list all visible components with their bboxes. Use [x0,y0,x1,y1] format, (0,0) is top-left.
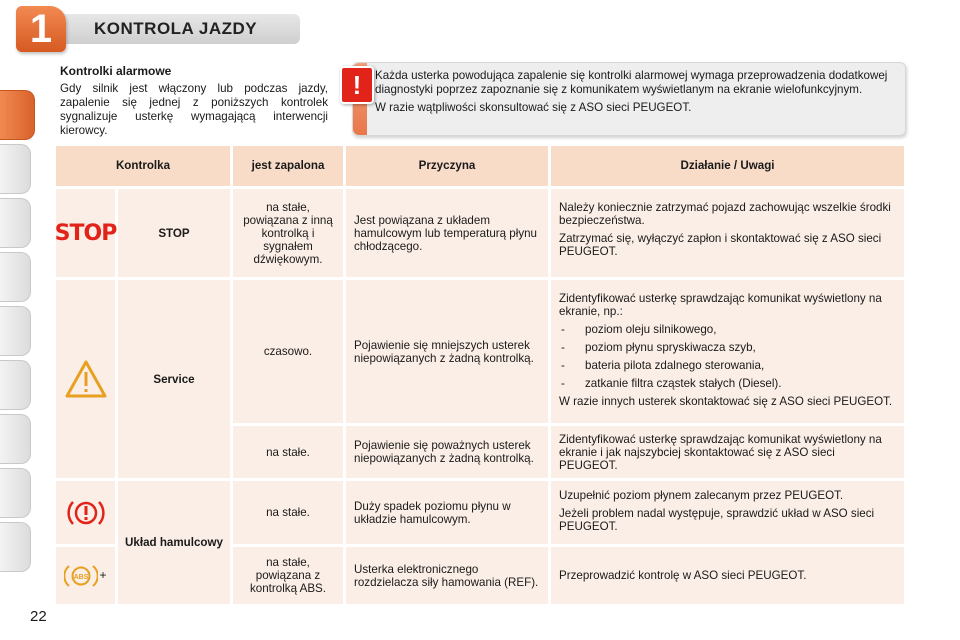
intro-paragraph: Gdy silnik jest włączony lub podczas jazdy, zapalenie się jednej z poniższych kontrolek sygnalizuje usterkę wymagającą interwencji kierowcy. [60,82,328,137]
list-item: - zatkanie filtra cząstek stałych (Diesel). [559,377,896,390]
brake-row1-jest-zapalona: na stałe. [233,481,343,544]
list-item: - bateria pilota zdalnego sterowania, [559,359,896,372]
side-tab[interactable] [0,144,31,194]
list-item: - poziom oleju silnikowego, [559,323,896,336]
brake-name: Układ hamulcowy [118,481,230,604]
plus-icon: + [99,568,107,582]
side-tab[interactable] [0,306,31,356]
stop-dzialanie [551,189,904,277]
brake-warning-icon [66,497,106,529]
stop-name: STOP [118,189,230,277]
stop-dzialanie-1: Należy koniecznie zatrzymać pojazd zachowując wszelkie środki bezpieczeństwa. [559,201,891,227]
chapter-number-badge: 1 [16,6,66,52]
brake-row2-dzialanie: Przeprowadzić kontrolę w ASO sieci PEUGEOT. [551,547,904,604]
brake-row2-jest-zapalona: na stałe, powiązana z kontrolką ABS. [233,547,343,604]
brake-row1-dzialanie-1: Uzupełnić poziom płynem zalecanym przez PEUGEOT. [559,489,844,502]
header-dzialanie: Działanie / Uwagi [551,146,904,186]
alert-paragraph-2: W razie wątpliwości skonsultować się z ASO sieci PEUGEOT. [375,101,692,114]
service-row1-jest-zapalona: czasowo. [233,280,343,423]
service-row1-dzialanie-outro: W razie innych usterek skontaktować się z ASO sieci PEUGEOT. [559,395,893,408]
brake-row1-dzialanie [551,481,904,544]
chapter-title: KONTROLA JAZDY [94,19,258,38]
brake-row1-dzialanie-2: Jeżeli problem nadal występuje, sprawdzić układ w ASO sieci PEUGEOT. [559,507,875,533]
stop-jest-zapalona: na stałe, powiązana z inną kontrolką i sygnałem dźwiękowym. [233,189,343,277]
header-kontrolka: Kontrolka [56,146,230,186]
alert-paragraph-1: Każda usterka powodująca zapalenie się kontrolki alarmowej wymaga przeprowadzenia dodatkowej diagnostyki poprzez zapoznanie się z komunikatem wyświetlanym na ekranie wielofunkcyjnym. [375,69,888,96]
service-row2-jest-zapalona: na stałe. [233,426,343,478]
service-row2-przyczyna: Pojawienie się poważnych usterek niepowiązanych z żadną kontrolką. [346,426,548,478]
list-item: - poziom płynu spryskiwacza szyb, [559,341,896,354]
stop-icon-cell [56,189,115,277]
abs-icon-text: ABS [74,573,89,581]
brake-row2-przyczyna: Usterka elektronicznego rozdzielacza siły hamowania (REF). [346,547,548,604]
brake-row1-przyczyna: Duży spadek poziomu płynu w układzie hamulcowym. [346,481,548,544]
exclamation-icon: ! [340,66,374,104]
side-tab[interactable] [0,360,31,410]
brake-icon-cell [56,481,115,544]
side-tab-active[interactable] [0,90,35,140]
abs-icon-cell [56,547,115,604]
header-przyczyna: Przyczyna [346,146,548,186]
side-tab[interactable] [0,414,31,464]
abs-warning-icon [64,563,98,589]
stop-dzialanie-2: Zatrzymać się, wyłączyć zapłon i skontaktować się z ASO sieci PEUGEOT. [559,232,882,258]
section-title: Kontrolki alarmowe [60,64,172,78]
stop-przyczyna: Jest powiązana z układem hamulcowym lub temperaturą płynu chłodzącego. [346,189,548,277]
service-name: Service [118,280,230,478]
side-tab[interactable] [0,252,31,302]
warning-triangle-icon [64,359,108,399]
side-tab[interactable] [0,198,31,248]
side-tab[interactable] [0,522,31,572]
service-row1-przyczyna: Pojawienie się mniejszych usterek niepowiązanych z żadną kontrolką. [346,280,548,423]
service-row1-dzialanie-intro: Zidentyfikować usterkę sprawdzając komunikat wyświetlony na ekranie, np.: [559,292,882,318]
header-jest-zapalona: jest zapalona [233,146,343,186]
alert-note-box [352,62,906,136]
page-number: 22 [30,608,47,625]
side-tab[interactable] [0,468,31,518]
warning-lights-table [56,146,904,604]
alert-text [375,69,897,120]
service-icon-cell [56,280,115,478]
stop-warning-icon: STOP [54,220,117,246]
service-row1-dzialanie [551,280,904,423]
service-row1-bullet-list [559,323,896,390]
service-row2-dzialanie: Zidentyfikować usterkę sprawdzając komunikat wyświetlony na ekranie i jak najszybciej skontaktować się z ASO sieci PEUGEOT. [551,426,904,478]
